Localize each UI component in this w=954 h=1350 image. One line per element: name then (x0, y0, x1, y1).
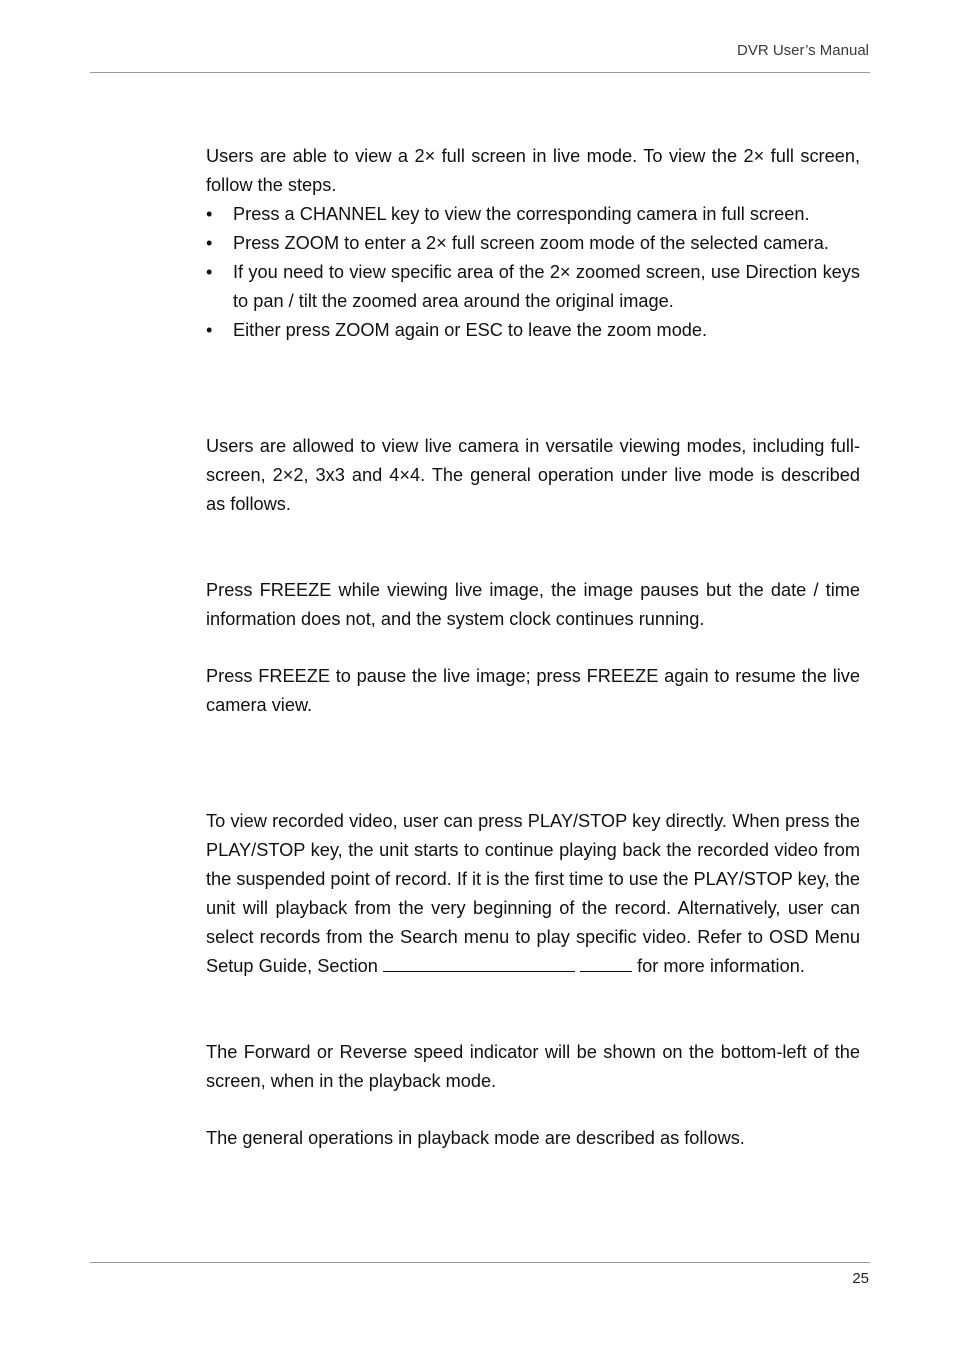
zoom-step: • If you need to view specific area of the 2× zoomed screen, use Direction keys to pan / tilt the zoomed area around the original image. (206, 258, 860, 316)
playback-indicator-section (206, 1038, 860, 1096)
playback-text: To view recorded video, user can press PLAY/STOP key directly. When press the PLAY/STOP key, the unit starts to continue playing back the recorded video from the suspended point of record. If it is the first time to use the PLAY/STOP key, the unit will playback from the very beginning of the record. Alternatively, user can select records from the Search menu to play specific video. Refer to OSD Menu Setup Guide, Section (206, 811, 860, 976)
freeze-section-2 (206, 662, 860, 720)
page-number: 25 (852, 1270, 869, 1287)
freeze-section (206, 576, 860, 634)
zoom-intro: Users are able to view a 2× full screen in live mode. To view the 2× full screen, follow the steps. (206, 146, 860, 195)
playback-paragraph: The Forward or Reverse speed indicator will be shown on the bottom-left of the screen, when in the playback mode. (206, 1042, 860, 1091)
playback-paragraph: The general operations in playback mode are described as follows. (206, 1128, 745, 1148)
playback-paragraph (206, 807, 860, 981)
zoom-step: • Press ZOOM to enter a 2× full screen zoom mode of the selected camera. (206, 229, 860, 258)
zoom-step: • Press a CHANNEL key to view the corresponding camera in full screen. (206, 200, 860, 229)
footer-rule (90, 1262, 870, 1263)
header-rule (90, 72, 870, 73)
live-mode-section (206, 432, 860, 519)
section-reference-blank (383, 970, 575, 972)
section-reference-blank-continued (580, 970, 632, 972)
playback-ops-section (206, 1124, 860, 1153)
zoom-step: • Either press ZOOM again or ESC to leave the zoom mode. (206, 316, 860, 345)
playback-text-end: for more information. (637, 956, 805, 976)
zoom-section (206, 142, 860, 345)
live-mode-intro: Users are allowed to view live camera in versatile viewing modes, including full-screen, 2×2, 3x3 and 4×4. The general operation under live mode is described as follows. (206, 436, 860, 514)
freeze-paragraph: Press FREEZE while viewing live image, the image pauses but the date / time information does not, and the system clock continues running. (206, 580, 860, 629)
playback-section (206, 807, 860, 981)
freeze-paragraph: Press FREEZE to pause the live image; press FREEZE again to resume the live camera view. (206, 666, 860, 715)
header-title: DVR User’s Manual (737, 42, 869, 59)
zoom-steps-list (206, 200, 860, 345)
